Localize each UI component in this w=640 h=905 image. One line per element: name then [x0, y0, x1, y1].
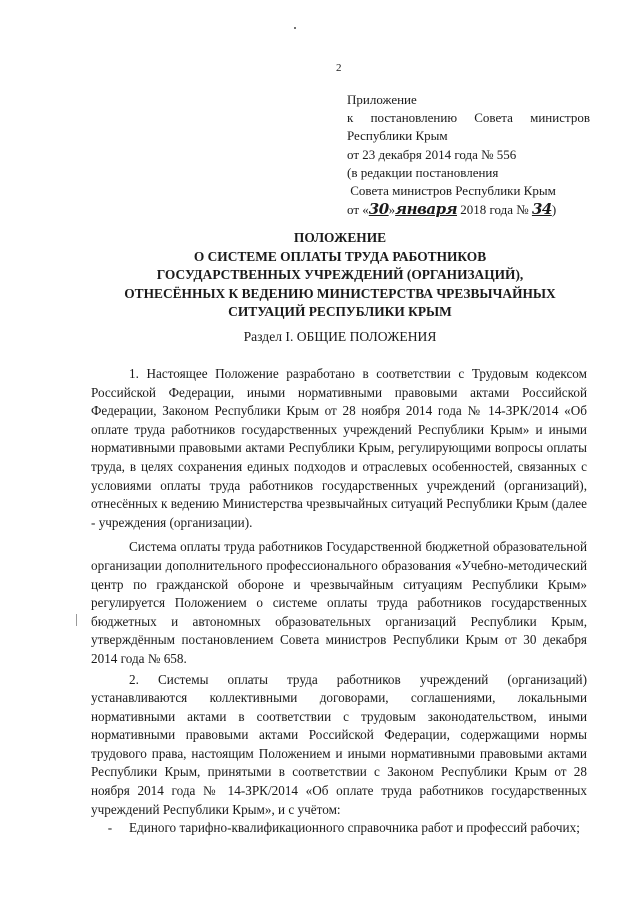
document-body	[91, 365, 587, 838]
appendix-line-7	[347, 200, 597, 219]
list-item	[91, 819, 587, 838]
paragraph-3: 2. Системы оплаты труда работников учреждений (организаций) устанавливаются коллективными договорами, соглашениями, локальными нормативными актами в соответствии с трудовым законодательством, иными нормативными правовыми актами Российской Федерации, содержащими нормы трудового права, настоящим Положением и иными нормативными правовыми актами Республики Крым, принятыми в соответствии с Законом Республики Крым от 28 ноября 2014 года № 14-ЗРК/2014 «Об оплате труда работников государственных учреждений Республики Крым», и с учётом:	[91, 671, 587, 817]
handwritten-day: 30	[368, 200, 389, 219]
appendix-line-5: (в редакции постановления	[347, 164, 499, 180]
title-line-1: ПОЛОЖЕНИЕ	[293, 230, 387, 245]
scan-speck	[294, 27, 296, 29]
date-prefix: от «	[347, 202, 369, 218]
paragraph-2: Система оплаты труда работников Государственной бюджетной образовательной организации дополнительного профессионального образования «Учебно-методический центр по гражданской обороне и чрезвычайным ситуациям Республики Крым» регулируется Положением о системе оплаты труда работников государственных бюджетных и автономных образовательных организаций Республики Крым, утверждённым постановлением Совета министров Республики Крым от 30 декабря 2014 года № 658.	[91, 539, 587, 666]
title-line-2: О СИСТЕМЕ ОПЛАТЫ ТРУДА РАБОТНИКОВ	[193, 248, 487, 264]
paragraph-1: 1. Настоящее Положение разработано в соответствии с Трудовым кодексом Российской Федерации, иными нормативными правовыми актами Российской Федерации, Законом Республики Крым от 28 ноября 2014 года № 14-ЗРК/2014 «Об оплате труда работников государственных учреждений Республики Крым» и иными нормативными правовыми актами Республики Крым, регулирующими вопросы оплаты труда, в целях сохранения единых подходов и отраслевых особенностей, связанных с условиями оплаты труда работников государственных учреждений (организаций), отнесённых к ведению Министерства чрезвычайных ситуаций Республики Крым (далее - учреждения (организации).	[91, 366, 587, 530]
appendix-word: Совета	[474, 110, 513, 126]
handwritten-month: января	[395, 200, 458, 219]
list-item-text: Единого тарифно-квалификационного справочника работ и профессий рабочих;	[129, 820, 580, 836]
page-number: 2	[336, 62, 342, 74]
date-close: )	[551, 202, 557, 218]
date-suffix: 2018 года №	[457, 202, 532, 218]
appendix-word: к	[347, 110, 354, 126]
appendix-line-2	[347, 109, 590, 127]
list-dash: -	[107, 820, 113, 836]
appendix-line-3: Республики Крым	[347, 128, 448, 144]
section-heading: Раздел I. ОБЩИЕ ПОЛОЖЕНИЯ	[243, 329, 437, 344]
appendix-line-6: Совета министров Республики Крым	[347, 183, 556, 199]
appendix-word: постановлению	[370, 110, 458, 126]
title-line-3: ГОСУДАРСТВЕННЫХ УЧРЕЖДЕНИЙ (ОРГАНИЗАЦИЙ),	[156, 267, 524, 283]
handwritten-number: 34	[531, 200, 552, 219]
appendix-block	[347, 91, 597, 219]
date-quote: »	[388, 202, 396, 218]
title-line-5: СИТУАЦИЙ РЕСПУБЛИКИ КРЫМ	[228, 304, 452, 320]
document-title	[80, 229, 600, 322]
appendix-line-4: от 23 декабря 2014 года № 556	[347, 146, 517, 162]
title-line-4: ОТНЕСЁННЫХ К ВЕДЕНИЮ МИНИСТЕРСТВА ЧРЕЗВЫЧАЙНЫХ	[124, 285, 556, 301]
appendix-line-1: Приложение	[347, 92, 417, 107]
appendix-word: министров	[530, 110, 590, 126]
margin-mark	[76, 614, 77, 626]
